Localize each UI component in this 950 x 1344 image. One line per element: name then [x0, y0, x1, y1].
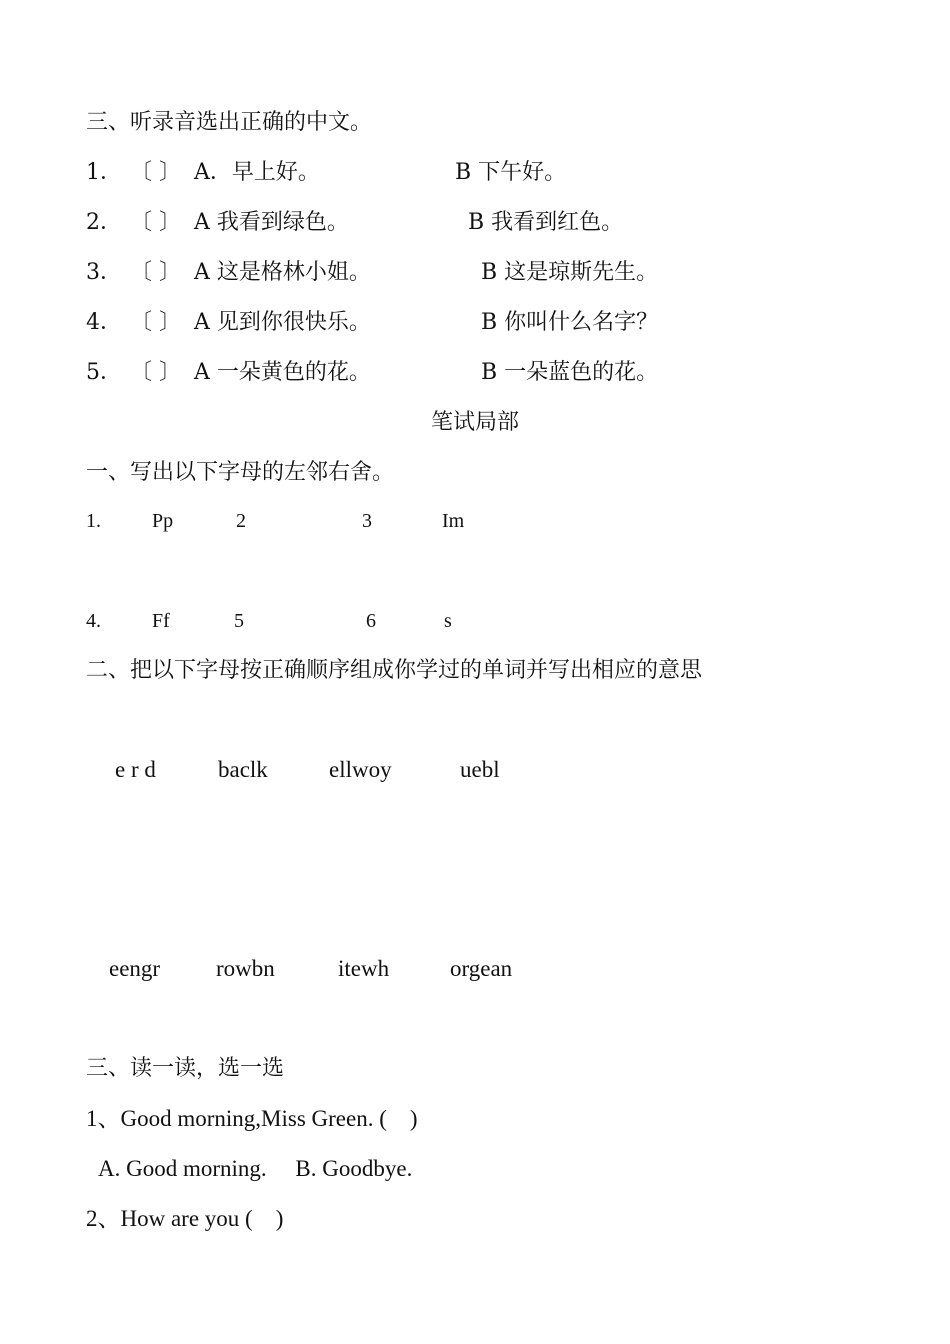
- section-heading-letters: 一、写出以下字母的左邻右舍。: [86, 460, 395, 485]
- written-part-title: 笔试局部: [430, 410, 519, 435]
- letter-pair: Ff: [152, 610, 170, 632]
- item-number: 3．: [86, 260, 122, 285]
- scrambled-word: itewh: [338, 956, 390, 981]
- scrambled-word: eengr: [109, 956, 161, 981]
- item-number: 5．: [86, 360, 122, 385]
- letter-item-number: 4.: [86, 610, 101, 632]
- answer-bracket: 〔 〕: [130, 310, 181, 335]
- question-1: 1、Good morning,Miss Green. ( ): [86, 1106, 418, 1131]
- letter-pair: Pp: [152, 510, 174, 532]
- letter-item-number: 5: [234, 610, 244, 632]
- scrambled-word: rowbn: [216, 956, 275, 981]
- option-a: A 一朵黄色的花。: [194, 360, 371, 385]
- answer-bracket: 〔 〕: [130, 360, 181, 385]
- item-number: 1．: [86, 160, 122, 185]
- question-2: 2、How are you ( ): [86, 1206, 284, 1231]
- question-1-options: A. Good morning. B. Goodbye.: [98, 1156, 413, 1181]
- letter-pair: s: [444, 610, 452, 632]
- scrambled-word: baclk: [218, 757, 268, 782]
- answer-bracket: 〔 〕: [130, 160, 181, 185]
- scrambled-word: e r d: [115, 757, 156, 782]
- scrambled-word: uebl: [460, 757, 500, 782]
- letter-item-number: 6: [366, 610, 376, 632]
- item-number: 4．: [86, 310, 122, 335]
- letter-item-number: 1.: [86, 510, 101, 532]
- option-a: A 见到你很快乐。: [194, 310, 371, 335]
- item-number: 2．: [86, 210, 122, 235]
- answer-bracket: 〔 〕: [130, 210, 181, 235]
- letter-item-number: 2: [236, 510, 246, 532]
- option-b: B 我看到红色。: [468, 210, 624, 235]
- answer-bracket: 〔 〕: [130, 260, 181, 285]
- section-heading-read: 三、读一读，选一选: [86, 1056, 285, 1081]
- letter-pair: Im: [442, 510, 465, 532]
- scrambled-word: orgean: [450, 956, 513, 981]
- option-a: A 我看到绿色。: [194, 210, 349, 235]
- section-heading-words: 二、把以下字母按正确顺序组成你学过的单词并写出相应的意思: [86, 658, 703, 683]
- option-b: B 下午好。: [455, 160, 567, 185]
- option-a: A．早上好。: [194, 160, 320, 185]
- scrambled-word: ellwoy: [329, 757, 392, 782]
- option-a: A 这是格林小姐。: [194, 260, 371, 285]
- letter-item-number: 3: [362, 510, 372, 532]
- option-b: B 这是琼斯先生。: [481, 260, 659, 285]
- option-b: B 一朵蓝色的花。: [481, 360, 659, 385]
- section-heading-listen: 三、听录音选出正确的中文。: [86, 110, 373, 135]
- option-b: B 你叫什么名字？: [481, 310, 659, 335]
